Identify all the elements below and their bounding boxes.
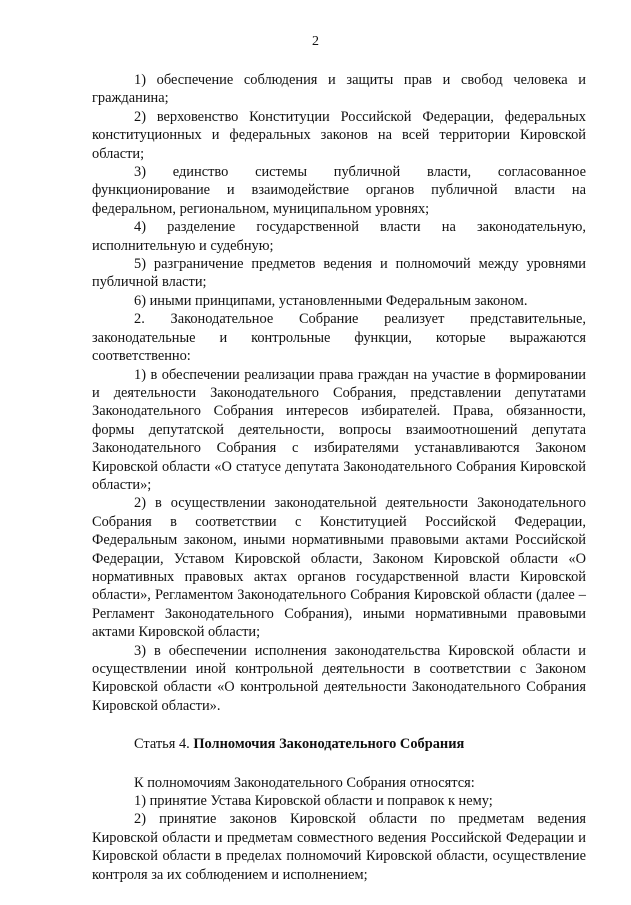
principle-item: 3) единство системы публичной власти, согласованное функционирование и взаимодействие органов публичной власти на федеральном, региональном, муниципальном уровнях; <box>92 164 586 217</box>
principle-item: 6) иными принципами, установленными Федеральным законом. <box>134 292 528 309</box>
page-number: 2 <box>312 34 319 49</box>
principle-item: 2) верховенство Конституции Российской Федерации, федеральных конституционных и федеральных законов на всей территории Кировской области; <box>92 108 586 162</box>
principle-item: 1) обеспечение соблюдения и защиты прав и свобод человека и гражданина; <box>92 72 586 107</box>
article-4-item: 2) принятие законов Кировской области по предметам ведения Кировской области и предметам совместного ведения Российской Федерации и Кировской области в пределах полномочий Кировской области, осуществление контроля за их соблюдением и исполнением; <box>92 811 586 883</box>
function-item: 3) в обеспечении исполнения законодательства Кировской области и осуществлении иной контрольной деятельности в соответствии с Законом Кировской области «О контрольной деятельности Законодательного Собрания Кировской области». <box>92 642 586 714</box>
document-body <box>92 71 586 884</box>
principle-item: 5) разграничение предметов ведения и полномочий между уровнями публичной власти; <box>92 256 586 291</box>
function-item: 1) в обеспечении реализации права граждан на участие в формировании и деятельности Законодательного Собрания, представлении депутатами Законодательного Собрания интересов избирателей. Права, обязанности, формы депутатской деятельности, вопросы взаимоотношений депутата Законодательного Собрания с избирателями устанавливаются Законом Кировской области «О статусе депутата Законодательного Собрания Кировской области»; <box>92 366 586 493</box>
article-4-intro: К полномочиям Законодательного Собрания относятся: <box>134 774 475 791</box>
article-4-heading <box>92 735 586 753</box>
clause-2-intro: 2. Законодательное Собрание реализует представительные, законодательные и контрольные функции, которые выражаются соответственно: <box>92 311 586 365</box>
article-4-item: 1) принятие Устава Кировской области и поправок к нему; <box>134 793 493 810</box>
function-item: 2) в осуществлении законодательной деятельности Законодательного Собрания в соответствии с Конституцией Российской Федерации, Федеральным законом, иными нормативными правовыми актами Российской Федерации, Уставом Кировской области, Законом Кировской области «О нормативных правовых актах органов государственной власти Кировской области», Регламентом Законодательного Собрания Кировской области (далее – Регламент Законодательного Собрания), иными нормативными правовыми актами Кировской области; <box>92 495 586 641</box>
article-4-title: Полномочия Законодательного Собрания <box>193 736 465 753</box>
principle-item: 4) разделение государственной власти на законодательную, исполнительную и судебную; <box>92 219 586 254</box>
article-4-prefix: Статья 4. <box>134 736 190 753</box>
